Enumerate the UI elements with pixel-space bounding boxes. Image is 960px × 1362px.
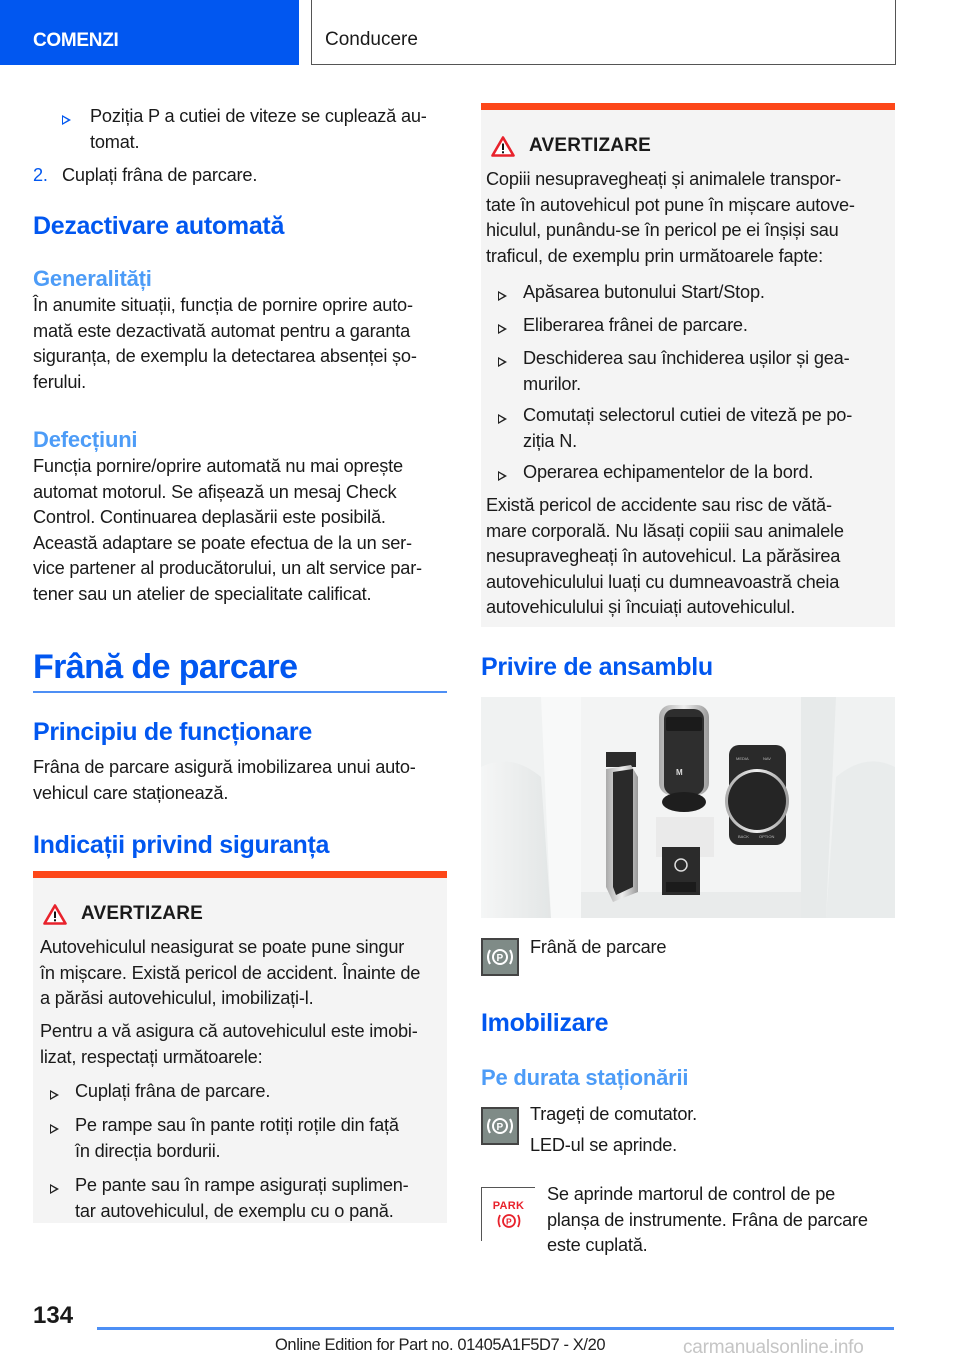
text-line: Frâna de parcare asigură imobilizarea unui auto-	[33, 757, 416, 777]
park-label: PARK	[492, 1199, 525, 1212]
text-line: traficul, de exemplu prin următoarele fapte:	[486, 245, 823, 266]
footer-rule	[97, 1327, 894, 1330]
bullet-triangle-icon	[498, 414, 507, 424]
svg-text:P: P	[505, 1216, 512, 1226]
text-line: tener sau un atelier de specialitate calificat.	[33, 583, 372, 604]
bullet-text: tomat.	[90, 132, 140, 152]
warning-triangle-icon	[43, 904, 67, 925]
warning-paragraph	[40, 1019, 418, 1070]
svg-text:P: P	[496, 953, 504, 964]
icon-caption: Frână de parcare	[530, 937, 667, 957]
text-line: Această adaptare se poate efectua de la un ser-	[33, 532, 412, 553]
step-number: 2.	[33, 165, 48, 185]
heading-defectiuni: Defecțiuni	[33, 427, 138, 452]
heading-indicatii: Indicații privind siguranța	[33, 831, 330, 859]
list-item	[498, 282, 507, 301]
text-line: siguranța, de exemplu la detectarea absenței șo-	[33, 346, 417, 366]
text-line: ziția N.	[523, 430, 577, 451]
text-line: în mișcare. Există pericol de accident. Înainte de	[40, 962, 421, 983]
bullet-triangle-icon	[50, 1090, 59, 1100]
text-line: vice partener al producătorului, un alt service par-	[33, 558, 422, 578]
bullet-text: Operarea echipamentelor de la bord.	[523, 462, 814, 482]
text-line: lizat, respectați următoarele:	[40, 1046, 263, 1067]
warning-title	[491, 135, 651, 157]
text-line: Pentru a vă asigura că autovehiculul este imobi-	[40, 1021, 418, 1041]
bullet-text	[75, 1113, 399, 1164]
bullet-text: Poziția P a cutiei de viteze se cuplează au-	[90, 106, 427, 126]
heading-generalitati: Generalități	[33, 266, 152, 291]
text-line: Autovehiculul neasigurat se poate pune singur	[40, 937, 405, 957]
warning-box	[481, 103, 895, 627]
bullet-text: Cuplați frâna de parcare.	[75, 1081, 271, 1101]
text-line: ferului.	[33, 371, 86, 392]
text-line: hiculul, punându-se în pericol pe ei înșiși sau	[486, 220, 839, 240]
heading-privire-de-ansamblu: Privire de ansamblu	[481, 653, 713, 681]
text-line: a părăsi autovehiculul, imobilizați-l.	[40, 988, 314, 1008]
text-line: murilor.	[523, 373, 582, 394]
watermark[interactable]: carmanualsonline.info	[683, 1337, 864, 1358]
heading-underline	[33, 691, 447, 693]
list-item	[498, 462, 507, 481]
bullet-text	[523, 346, 849, 397]
paragraph-defectiuni	[33, 454, 422, 607]
text-line: tate în autovehicul pot pune în mișcare autove-	[486, 194, 855, 215]
heading-frana-de-parcare: Frână de parcare	[33, 648, 298, 686]
chapter-title: Conducere	[311, 0, 896, 65]
media-label: MEDIA	[736, 756, 749, 761]
section-tab[interactable]: COMENZI	[0, 0, 299, 65]
m-logo: M	[676, 768, 683, 777]
text-line: mare corporală. Nu lăsați copiii sau animalele	[486, 520, 844, 541]
text-line: Funcția pornire/oprire automată nu mai oprește	[33, 456, 403, 476]
bullet-triangle-icon	[62, 115, 71, 125]
center-console-photo	[481, 697, 895, 918]
step-text: Cuplați frâna de parcare.	[62, 165, 258, 185]
bullet-text: Apăsarea butonului Start/Stop.	[523, 282, 765, 302]
warning-title-text: AVERTIZARE	[529, 135, 651, 156]
option-label: OPTION	[759, 834, 775, 839]
list-item	[498, 315, 507, 334]
text-line: vehicul care staționează.	[33, 782, 229, 803]
bullet-triangle-icon	[498, 357, 507, 367]
park-indicator-icon	[481, 1187, 535, 1241]
back-label: BACK	[738, 834, 749, 839]
bullet-triangle-icon	[498, 291, 507, 301]
warning-box	[33, 871, 447, 1223]
parking-brake-button-icon	[481, 1107, 519, 1145]
text-line: mată este dezactivată automat pentru a garanta	[33, 320, 411, 341]
bullet-triangle-icon	[50, 1184, 59, 1194]
text-line: tar autovehiculul, de exemplu cu o pană.	[75, 1200, 394, 1221]
list-item	[50, 1175, 59, 1194]
paragraph-generalitati	[33, 293, 417, 395]
warning-title-text: AVERTIZARE	[81, 903, 203, 924]
paragraph-principiu	[33, 755, 416, 806]
warning-paragraph	[486, 167, 855, 269]
heading-imobilizare: Imobilizare	[481, 1009, 609, 1037]
parking-brake-button-icon	[481, 938, 519, 976]
text-line: autovehiculului și încuiați autovehiculul.	[486, 597, 796, 617]
text-line: În anumite situații, funcția de pornire oprire auto-	[33, 295, 413, 315]
list-item	[498, 405, 507, 424]
heading-pe-durata-stationarii: Pe durata staționării	[481, 1065, 689, 1090]
warning-title	[43, 903, 203, 925]
text-line: nesupravegheați în autovehicul. La părăsirea	[486, 546, 841, 566]
text-line: Pe rampe sau în pante rotiți roțile din față	[75, 1115, 399, 1135]
text-line: autovehiculului luați cu dumneavoastră cheia	[486, 571, 840, 592]
list-item	[50, 1115, 59, 1134]
warning-paragraph	[486, 493, 844, 621]
text-line: Comutați selectorul cutiei de viteză pe po-	[523, 405, 853, 425]
bullet-text	[523, 403, 852, 454]
bullet-triangle-icon	[498, 324, 507, 334]
page-number: 134	[33, 1302, 74, 1329]
text-line: este cuplată.	[547, 1235, 648, 1255]
step-text: LED-ul se aprinde.	[530, 1135, 678, 1155]
text-line: Deschiderea sau închiderea ușilor și gea-	[523, 348, 850, 368]
text-line: automat motorul. Se afișează un mesaj Check	[33, 481, 397, 502]
text-line: Control. Continuarea deplasării este posibilă.	[33, 507, 386, 527]
warning-paragraph	[40, 935, 420, 1012]
list-item	[498, 348, 507, 367]
heading-principiu: Principiu de funcționare	[33, 718, 312, 746]
warning-triangle-icon	[491, 136, 515, 157]
heading-dezactivare: Dezactivare automată	[33, 212, 285, 240]
bullet-triangle-icon	[50, 1124, 59, 1134]
nav-label: NAV	[763, 756, 771, 761]
list-item	[50, 1081, 59, 1100]
list-item	[62, 106, 71, 125]
text-line: Pe pante sau în rampe asigurați suplimen-	[75, 1175, 409, 1195]
text-line: Există pericol de accidente sau risc de vătă-	[486, 495, 832, 515]
park-paragraph	[547, 1182, 868, 1259]
svg-text:P: P	[496, 1122, 504, 1133]
bullet-text	[75, 1173, 409, 1224]
text-line: planșa de instrumente. Frâna de parcare	[547, 1209, 868, 1230]
text-line: Se aprinde martorul de control de pe	[547, 1184, 836, 1204]
edition-text: Online Edition for Part no. 01405A1F5D7 - X/20	[275, 1336, 606, 1354]
park-circle-icon	[495, 1212, 523, 1230]
bullet-triangle-icon	[498, 471, 507, 481]
text-line: în direcția bordurii.	[75, 1140, 221, 1161]
bullet-text: Eliberarea frânei de parcare.	[523, 315, 748, 335]
step-text: Trageți de comutator.	[530, 1104, 697, 1124]
text-line: Copiii nesupravegheați și animalele transpor-	[486, 169, 841, 189]
